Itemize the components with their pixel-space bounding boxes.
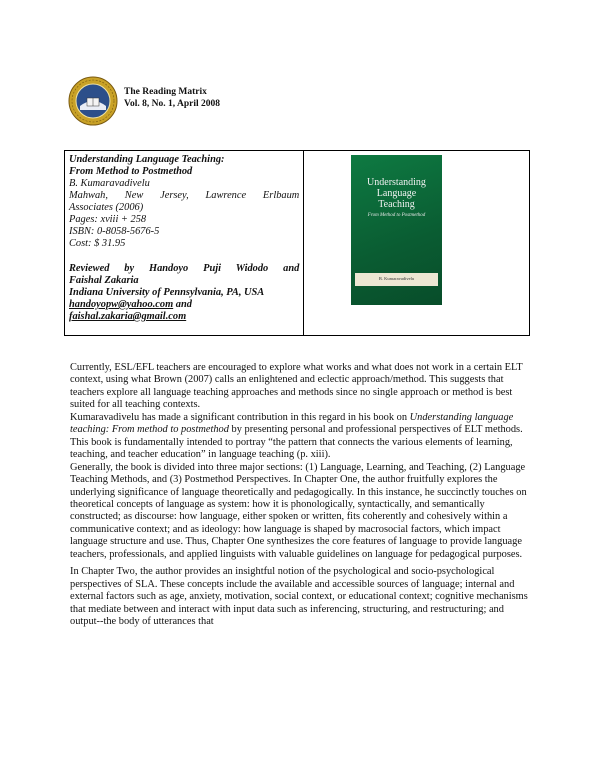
book-details-cell: [65, 151, 304, 336]
cover-title: [351, 177, 442, 210]
paragraph-3: Generally, the book is divided into three major sections: (1) Language, Learning, and Teaching, (2) Language Teaching Methods, and (3) Postmethod Perspectives. In Chapter One, the author fruitfully explores the underlying significance of language theoretically and pedagogically. In this instance, he succinctly touches on theoretical concepts of language as system: how it is phonologically, syntactically, and semantically constructed; as discourse: how language, either spoken or written, fits coherently and cohesively within a communicative context; and as ideology: how language is shaped by macrosocial factors, which impact language structure and use. Thus, Chapter One synthesizes the core features of language to provide language teachers, professionals, and applied linguists with valuable guidelines on language for pedagogical purposes.: [70, 461, 527, 560]
paragraph-2: [70, 412, 532, 462]
cover-title-line1: Understanding: [367, 177, 426, 188]
book-cover-image: [351, 155, 442, 305]
paragraph-2-start: Kumaravadivelu has made a significant contribution in this regard in his book on: [70, 411, 410, 423]
journal-seal-logo: [68, 76, 118, 126]
review-info-table: [64, 150, 530, 336]
journal-volume: Vol. 8, No. 1, April 2008: [124, 99, 220, 109]
book-publisher-line2: Associates (2006): [69, 202, 144, 213]
cover-subtitle: From Method to Postmethod: [367, 213, 426, 218]
journal-header: [124, 86, 220, 110]
cover-author-band: [355, 273, 438, 286]
journal-seal-icon: [68, 76, 118, 126]
reviewers-affiliation: Indiana University of Pennsylvania, PA, USA: [69, 287, 265, 298]
reviewers-line1: Reviewed by Handoyo Puji Widodo and: [69, 263, 300, 274]
reviewer-email-2[interactable]: faishal.zakaria@gmail.com: [69, 311, 187, 322]
paragraph-2-end: by presenting personal and professional perspectives of ELT methods. This book is fundamentally intended to portray “the pattern that connects the various elements of learning, teaching, and teacher education” in language teaching (p. xiii).: [70, 424, 523, 461]
book-pages: Pages: xviii + 258: [69, 214, 147, 225]
paragraph-2-book-title: Understanding language teaching: From method to postmethod: [70, 411, 514, 436]
cover-title-line3: Teaching: [378, 199, 415, 210]
book-title-line1: Understanding Language Teaching:: [69, 154, 225, 165]
paragraph-4: In Chapter Two, the author provides an insightful notion of the psychological and socio-psychological perspectives of SLA. These concepts include the available and accessible sources of language; internal and external factors such as age, anxiety, motivation, social context, or educational context; cognitive mechanisms that mediate between and interact with input data such as inferencing, structuring, and restructuring; and output--the body of utterances that: [70, 566, 528, 628]
paragraph-1: Currently, ESL/EFL teachers are encouraged to explore what works and what does not work in a certain ELT context, using what Brown (2007) calls an enlightened and eclectic approach/method. This suggests that teachers explore all language teaching approaches and methods since no single approach or method is best suited for all teaching contexts.: [70, 362, 523, 411]
reviewers-line2: Faishal Zakaria: [69, 275, 139, 286]
review-body: [70, 362, 532, 629]
reviewer-email-1[interactable]: handoyopw@yahoo.com: [69, 299, 174, 310]
journal-name: The Reading Matrix: [124, 87, 207, 97]
and-word: and: [175, 299, 192, 310]
book-author: B. Kumaravadivelu: [69, 178, 150, 189]
book-title-line2: From Method to Postmethod: [69, 166, 193, 177]
cover-author: B. Kumaravadivelu: [378, 276, 415, 281]
cover-title-line2: Language: [376, 188, 417, 199]
book-cost: Cost: $ 31.95: [69, 238, 126, 249]
book-isbn: ISBN: 0-8058-5676-5: [69, 226, 160, 237]
book-publisher-line1: Mahwah, New Jersey, Lawrence Erlbaum: [69, 190, 300, 201]
